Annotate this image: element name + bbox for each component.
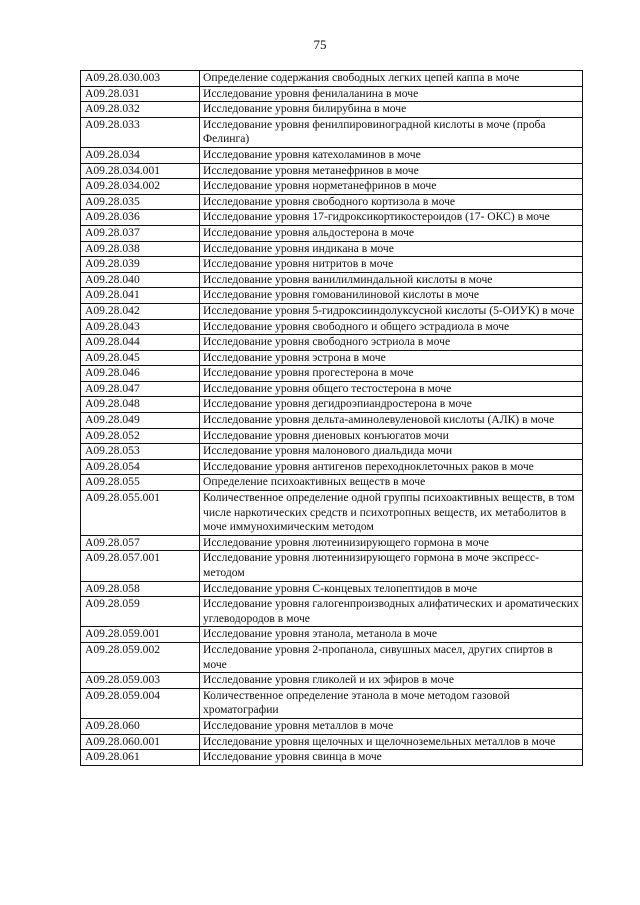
service-code-cell: A09.28.055 [81, 475, 200, 491]
table-row [81, 147, 583, 163]
service-name-cell: Исследование уровня норметанефринов в моче [200, 179, 583, 195]
service-name-cell: Исследование уровня фенилаланина в моче [200, 86, 583, 102]
service-name-cell: Исследование уровня дегидроэпиандростерона в моче [200, 397, 583, 413]
service-name-cell: Определение содержания свободных легких цепей каппа в моче [200, 71, 583, 87]
service-code-cell: A09.28.047 [81, 381, 200, 397]
table-row [81, 303, 583, 319]
service-code-cell: A09.28.039 [81, 257, 200, 273]
table-row [81, 194, 583, 210]
service-code-cell: A09.28.032 [81, 102, 200, 118]
service-name-cell: Исследование уровня катехоламинов в моче [200, 147, 583, 163]
service-name-cell: Исследование уровня фенилпировиноградной кислоты в моче (проба Фелинга) [200, 117, 583, 147]
service-name-cell: Исследование уровня нитритов в моче [200, 257, 583, 273]
service-name-cell: Количественное определение одной группы психоактивных веществ, в том числе наркотических средств и психотропных веществ, их метаболитов в моче иммунохимическим методом [200, 491, 583, 536]
service-name-cell: Исследование уровня 17-гидроксикортикостероидов (17- ОКС) в моче [200, 210, 583, 226]
service-name-cell: Исследование уровня галогенпроизводных алифатических и ароматических углеводородов в моче [200, 597, 583, 627]
service-name-cell: Исследование уровня билирубина в моче [200, 102, 583, 118]
table-row [81, 750, 583, 766]
service-code-cell: A09.28.055.001 [81, 491, 200, 536]
service-code-cell: A09.28.041 [81, 288, 200, 304]
service-name-cell: Исследование уровня диеновых конъюгатов мочи [200, 428, 583, 444]
table-row [81, 734, 583, 750]
service-name-cell: Исследование уровня щелочных и щелочноземельных металлов в моче [200, 734, 583, 750]
service-codes-table [80, 70, 583, 766]
service-name-cell: Исследование уровня дельта-аминолевуленовой кислоты (АЛК) в моче [200, 413, 583, 429]
table-row [81, 241, 583, 257]
table-row [81, 71, 583, 87]
service-code-cell: A09.28.061 [81, 750, 200, 766]
service-code-cell: A09.28.059.003 [81, 673, 200, 689]
service-code-cell: A09.28.033 [81, 117, 200, 147]
table-row [81, 179, 583, 195]
service-name-cell: Исследование уровня свинца в моче [200, 750, 583, 766]
table-row [81, 718, 583, 734]
table-body [81, 71, 583, 766]
service-name-cell: Исследование уровня общего тестостерона в моче [200, 381, 583, 397]
service-code-cell: A09.28.031 [81, 86, 200, 102]
service-code-cell: A09.28.053 [81, 444, 200, 460]
table-row [81, 288, 583, 304]
service-code-cell: A09.28.045 [81, 350, 200, 366]
table-row [81, 210, 583, 226]
service-code-cell: A09.28.038 [81, 241, 200, 257]
service-code-cell: A09.28.048 [81, 397, 200, 413]
service-name-cell: Исследование уровня лютеинизирующего гормона в моче экспресс-методом [200, 551, 583, 581]
service-code-cell: A09.28.034.002 [81, 179, 200, 195]
table-row [81, 551, 583, 581]
service-name-cell: Исследование уровня лютеинизирующего гормона в моче [200, 535, 583, 551]
table-row [81, 257, 583, 273]
table-row [81, 642, 583, 672]
service-name-cell: Исследование уровня альдостерона в моче [200, 225, 583, 241]
table-row [81, 319, 583, 335]
service-name-cell: Исследование уровня гомованилиновой кислоты в моче [200, 288, 583, 304]
service-code-cell: A09.28.035 [81, 194, 200, 210]
service-name-cell: Исследование уровня ванилилминдальной кислоты в моче [200, 272, 583, 288]
table-row [81, 535, 583, 551]
service-code-cell: A09.28.059.001 [81, 627, 200, 643]
service-code-cell: A09.28.037 [81, 225, 200, 241]
service-code-cell: A09.28.034 [81, 147, 200, 163]
service-name-cell: Исследование уровня свободного и общего эстрадиола в моче [200, 319, 583, 335]
service-code-cell: A09.28.044 [81, 335, 200, 351]
table-row [81, 491, 583, 536]
service-name-cell: Исследование уровня С-концевых телопептидов в моче [200, 581, 583, 597]
service-code-cell: A09.28.043 [81, 319, 200, 335]
service-name-cell: Исследование уровня индикана в моче [200, 241, 583, 257]
table-row [81, 413, 583, 429]
service-code-cell: A09.28.049 [81, 413, 200, 429]
service-code-cell: A09.28.060.001 [81, 734, 200, 750]
table-row [81, 673, 583, 689]
table-row [81, 627, 583, 643]
service-code-cell: A09.28.040 [81, 272, 200, 288]
service-name-cell: Исследование уровня метанефринов в моче [200, 163, 583, 179]
service-name-cell: Исследование уровня антигенов переходноклеточных раков в моче [200, 459, 583, 475]
service-code-cell: A09.28.036 [81, 210, 200, 226]
service-name-cell: Определение психоактивных веществ в моче [200, 475, 583, 491]
table-row [81, 475, 583, 491]
service-code-cell: A09.28.052 [81, 428, 200, 444]
service-code-cell: A09.28.030.003 [81, 71, 200, 87]
service-code-cell: A09.28.054 [81, 459, 200, 475]
service-name-cell: Исследование уровня 5-гидроксииндолуксусной кислоты (5-ОИУК) в моче [200, 303, 583, 319]
service-code-cell: A09.28.057.001 [81, 551, 200, 581]
table-row [81, 102, 583, 118]
service-name-cell: Исследование уровня свободного эстриола в моче [200, 335, 583, 351]
service-name-cell: Исследование уровня малонового диальдида мочи [200, 444, 583, 460]
table-row [81, 428, 583, 444]
table-row [81, 117, 583, 147]
service-name-cell: Исследование уровня гликолей и их эфиров в моче [200, 673, 583, 689]
service-code-cell: A09.28.058 [81, 581, 200, 597]
service-code-cell: A09.28.057 [81, 535, 200, 551]
service-name-cell: Исследование уровня свободного кортизола в моче [200, 194, 583, 210]
service-code-cell: A09.28.059.002 [81, 642, 200, 672]
service-name-cell: Количественное определение этанола в моче методом газовой хроматографии [200, 688, 583, 718]
table-row [81, 397, 583, 413]
table-row [81, 350, 583, 366]
service-code-cell: A09.28.034.001 [81, 163, 200, 179]
service-name-cell: Исследование уровня этанола, метанола в моче [200, 627, 583, 643]
table-row [81, 225, 583, 241]
page-number: 75 [313, 37, 327, 52]
table-row [81, 581, 583, 597]
service-code-cell: A09.28.046 [81, 366, 200, 382]
table-row [81, 163, 583, 179]
table-row [81, 335, 583, 351]
table-row [81, 444, 583, 460]
service-code-cell: A09.28.059 [81, 597, 200, 627]
service-name-cell: Исследование уровня металлов в моче [200, 718, 583, 734]
table-row [81, 688, 583, 718]
table-row [81, 86, 583, 102]
table-row [81, 272, 583, 288]
table-row [81, 366, 583, 382]
service-code-cell: A09.28.059.004 [81, 688, 200, 718]
table-row [81, 459, 583, 475]
service-name-cell: Исследование уровня 2-пропанола, сивушных масел, других спиртов в моче [200, 642, 583, 672]
service-name-cell: Исследование уровня прогестерона в моче [200, 366, 583, 382]
table-row [81, 597, 583, 627]
table-row [81, 381, 583, 397]
service-code-cell: A09.28.042 [81, 303, 200, 319]
service-name-cell: Исследование уровня эстрона в моче [200, 350, 583, 366]
service-code-cell: A09.28.060 [81, 718, 200, 734]
